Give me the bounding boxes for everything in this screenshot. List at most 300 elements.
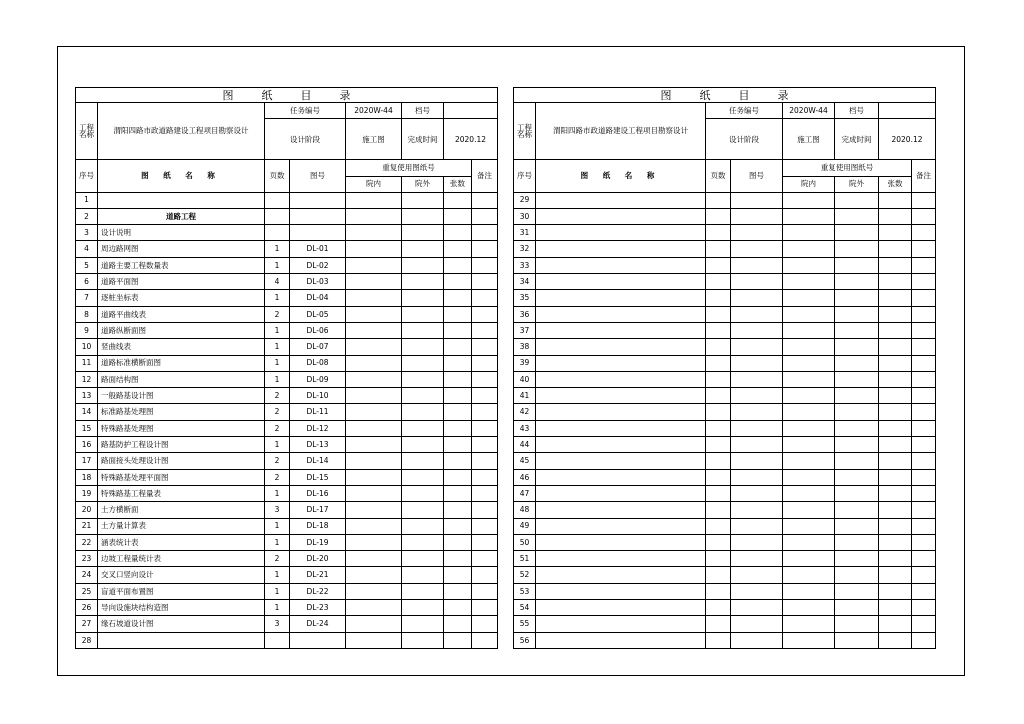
row-seq: 35 — [514, 290, 536, 306]
row-outside — [402, 241, 444, 257]
row-drawing-name: 边坡工程量统计表 — [98, 551, 265, 567]
row-pages — [706, 339, 731, 355]
row-remark — [472, 192, 498, 208]
row-count — [879, 502, 912, 518]
row-drawing-name: 特殊路基处理图 — [98, 420, 265, 436]
row-inside — [783, 518, 835, 534]
row-drawing-name: 道路工程 — [98, 208, 265, 224]
row-remark — [912, 225, 936, 241]
row-count — [444, 241, 472, 257]
row-inside — [346, 485, 402, 501]
row-remark — [472, 306, 498, 322]
row-seq: 17 — [76, 453, 98, 469]
col-outside-header: 院外 — [835, 176, 879, 192]
row-count — [879, 208, 912, 224]
col-reuse-header: 重复使用图纸号 — [346, 160, 472, 176]
row-remark — [472, 600, 498, 616]
row-remark — [472, 518, 498, 534]
row-outside — [835, 616, 879, 632]
table-row — [76, 437, 498, 453]
row-seq: 50 — [514, 534, 536, 550]
row-drawing-name: 道路平面图 — [98, 274, 265, 290]
table-row — [514, 355, 936, 371]
row-drawing-name: 缘石坡道设计图 — [98, 616, 265, 632]
row-outside — [835, 453, 879, 469]
row-pages: 1 — [265, 290, 290, 306]
row-seq: 20 — [76, 502, 98, 518]
row-inside — [783, 551, 835, 567]
row-drawing-name — [536, 616, 706, 632]
row-drawing-name — [536, 567, 706, 583]
row-pages — [706, 485, 731, 501]
row-drawing-name: 标准路基处理图 — [98, 404, 265, 420]
row-seq: 22 — [76, 534, 98, 550]
row-seq: 51 — [514, 551, 536, 567]
row-pages: 2 — [265, 388, 290, 404]
col-code-header: 图号 — [290, 160, 346, 192]
row-remark — [472, 274, 498, 290]
table-row — [76, 518, 498, 534]
row-drawing-code — [731, 306, 783, 322]
row-drawing-code: DL-09 — [290, 371, 346, 387]
row-drawing-name: 涵表统计表 — [98, 534, 265, 550]
row-drawing-code: DL-15 — [290, 469, 346, 485]
row-outside — [835, 551, 879, 567]
row-drawing-name: 导向设施块结构造图 — [98, 600, 265, 616]
row-drawing-name — [536, 437, 706, 453]
row-drawing-code: DL-16 — [290, 485, 346, 501]
row-outside — [835, 241, 879, 257]
row-pages: 2 — [265, 306, 290, 322]
row-remark — [912, 404, 936, 420]
row-drawing-code: DL-06 — [290, 322, 346, 338]
row-remark — [912, 437, 936, 453]
row-drawing-name: 特殊路基处理平面图 — [98, 469, 265, 485]
row-count — [879, 306, 912, 322]
row-seq: 39 — [514, 355, 536, 371]
row-inside — [346, 322, 402, 338]
row-drawing-name — [536, 241, 706, 257]
row-pages: 1 — [265, 339, 290, 355]
row-pages: 1 — [265, 485, 290, 501]
row-count — [444, 322, 472, 338]
row-remark — [912, 453, 936, 469]
table-row — [76, 371, 498, 387]
row-seq: 13 — [76, 388, 98, 404]
row-inside — [783, 241, 835, 257]
row-remark — [912, 388, 936, 404]
row-pages — [706, 208, 731, 224]
table-row — [76, 534, 498, 550]
row-drawing-name — [536, 322, 706, 338]
row-drawing-code: DL-10 — [290, 388, 346, 404]
table-row — [514, 306, 936, 322]
row-drawing-name — [536, 290, 706, 306]
row-drawing-code — [731, 355, 783, 371]
row-inside — [783, 534, 835, 550]
row-count — [444, 632, 472, 648]
row-pages — [706, 355, 731, 371]
col-seq-header: 序号 — [514, 160, 536, 192]
row-outside — [835, 583, 879, 599]
row-remark — [472, 208, 498, 224]
project-name-label: 工程 名称 — [514, 103, 536, 160]
row-drawing-code — [731, 632, 783, 648]
row-pages — [706, 600, 731, 616]
table-row — [76, 241, 498, 257]
row-remark — [472, 485, 498, 501]
row-pages — [706, 518, 731, 534]
row-outside — [402, 192, 444, 208]
row-pages: 1 — [265, 567, 290, 583]
row-drawing-code: DL-20 — [290, 551, 346, 567]
row-pages — [706, 616, 731, 632]
table-row — [514, 600, 936, 616]
row-seq: 7 — [76, 290, 98, 306]
table-row — [514, 583, 936, 599]
table-row — [514, 371, 936, 387]
row-drawing-code: DL-22 — [290, 583, 346, 599]
row-seq: 23 — [76, 551, 98, 567]
row-seq: 26 — [76, 600, 98, 616]
row-seq: 14 — [76, 404, 98, 420]
row-count — [444, 225, 472, 241]
row-count — [444, 551, 472, 567]
finish-time-value: 2020.12 — [879, 119, 936, 160]
table-row — [76, 583, 498, 599]
row-remark — [912, 420, 936, 436]
row-seq: 33 — [514, 257, 536, 273]
row-drawing-name: 特殊路基工程量表 — [98, 485, 265, 501]
row-count — [444, 485, 472, 501]
row-drawing-code — [290, 208, 346, 224]
row-outside — [835, 306, 879, 322]
row-count — [444, 502, 472, 518]
row-count — [879, 583, 912, 599]
row-inside — [346, 355, 402, 371]
row-drawing-name — [536, 534, 706, 550]
row-outside — [402, 355, 444, 371]
row-pages — [706, 453, 731, 469]
row-outside — [835, 518, 879, 534]
row-inside — [783, 388, 835, 404]
row-count — [444, 518, 472, 534]
row-remark — [472, 502, 498, 518]
row-drawing-code: DL-19 — [290, 534, 346, 550]
row-count — [879, 339, 912, 355]
row-remark — [912, 600, 936, 616]
table-row — [76, 290, 498, 306]
row-count — [444, 290, 472, 306]
row-inside — [783, 290, 835, 306]
table-row — [76, 404, 498, 420]
row-count — [444, 274, 472, 290]
row-drawing-code — [731, 388, 783, 404]
row-count — [879, 420, 912, 436]
row-count — [444, 208, 472, 224]
row-drawing-name: 土方横断面 — [98, 502, 265, 518]
row-pages — [706, 241, 731, 257]
row-inside — [346, 551, 402, 567]
row-outside — [402, 404, 444, 420]
row-count — [879, 225, 912, 241]
row-seq: 21 — [76, 518, 98, 534]
row-drawing-name — [536, 600, 706, 616]
row-outside — [835, 225, 879, 241]
row-drawing-name — [536, 355, 706, 371]
row-seq: 36 — [514, 306, 536, 322]
row-drawing-name — [536, 551, 706, 567]
row-count — [879, 485, 912, 501]
row-seq: 27 — [76, 616, 98, 632]
row-drawing-code: DL-18 — [290, 518, 346, 534]
row-drawing-name — [536, 257, 706, 273]
row-inside — [346, 567, 402, 583]
table-row — [76, 306, 498, 322]
row-drawing-code — [731, 437, 783, 453]
table-row — [76, 502, 498, 518]
row-pages: 1 — [265, 371, 290, 387]
row-pages: 3 — [265, 616, 290, 632]
row-outside — [835, 257, 879, 273]
row-seq: 9 — [76, 322, 98, 338]
row-pages — [706, 502, 731, 518]
row-count — [879, 469, 912, 485]
row-drawing-name — [98, 192, 265, 208]
row-seq: 55 — [514, 616, 536, 632]
row-drawing-name — [536, 485, 706, 501]
row-inside — [346, 453, 402, 469]
row-drawing-name — [536, 632, 706, 648]
row-outside — [402, 257, 444, 273]
table-row — [76, 567, 498, 583]
row-outside — [835, 322, 879, 338]
row-drawing-code — [731, 551, 783, 567]
row-inside — [346, 616, 402, 632]
row-drawing-name — [536, 469, 706, 485]
row-seq: 31 — [514, 225, 536, 241]
row-drawing-name — [536, 388, 706, 404]
row-outside — [402, 551, 444, 567]
row-seq: 49 — [514, 518, 536, 534]
row-inside — [783, 437, 835, 453]
row-seq: 15 — [76, 420, 98, 436]
row-seq: 48 — [514, 502, 536, 518]
row-drawing-name — [536, 518, 706, 534]
row-drawing-name — [536, 306, 706, 322]
row-drawing-code: DL-17 — [290, 502, 346, 518]
row-inside — [346, 583, 402, 599]
table-row — [76, 453, 498, 469]
row-outside — [402, 453, 444, 469]
row-count — [879, 371, 912, 387]
row-outside — [402, 485, 444, 501]
row-inside — [783, 485, 835, 501]
row-drawing-code: DL-01 — [290, 241, 346, 257]
row-drawing-code — [731, 225, 783, 241]
row-outside — [835, 404, 879, 420]
row-outside — [835, 290, 879, 306]
row-pages: 2 — [265, 551, 290, 567]
sheet-no-value — [444, 103, 498, 119]
catalog-body-right — [514, 88, 936, 649]
row-pages: 1 — [265, 518, 290, 534]
row-drawing-code — [731, 192, 783, 208]
col-name-header: 图 纸 名 称 — [98, 160, 265, 192]
row-drawing-code — [731, 583, 783, 599]
row-outside — [835, 388, 879, 404]
table-row — [514, 534, 936, 550]
row-count — [444, 388, 472, 404]
row-inside — [346, 600, 402, 616]
row-drawing-name: 逐桩坐标表 — [98, 290, 265, 306]
row-remark — [472, 225, 498, 241]
row-pages — [706, 420, 731, 436]
row-inside — [783, 567, 835, 583]
row-outside — [402, 339, 444, 355]
row-remark — [912, 551, 936, 567]
sheet-no-label: 档号 — [402, 103, 444, 119]
table-row — [514, 502, 936, 518]
col-count-header: 张数 — [879, 176, 912, 192]
col-pages-header: 页数 — [706, 160, 731, 192]
row-drawing-code — [731, 274, 783, 290]
table-row — [76, 420, 498, 436]
table-row — [76, 551, 498, 567]
row-count — [444, 567, 472, 583]
row-count — [444, 339, 472, 355]
row-remark — [472, 632, 498, 648]
row-remark — [472, 616, 498, 632]
catalog-table-right — [513, 87, 936, 649]
row-pages — [706, 322, 731, 338]
row-inside — [783, 339, 835, 355]
row-outside — [835, 485, 879, 501]
row-drawing-name: 交叉口竖向设计 — [98, 567, 265, 583]
row-remark — [912, 257, 936, 273]
row-inside — [346, 502, 402, 518]
row-remark — [472, 355, 498, 371]
row-outside — [402, 518, 444, 534]
row-remark — [472, 371, 498, 387]
row-seq: 1 — [76, 192, 98, 208]
table-row — [514, 437, 936, 453]
row-count — [879, 257, 912, 273]
project-name-value: 渭阳四路市政道路建设工程项目勘察设计 — [98, 103, 265, 160]
row-inside — [783, 420, 835, 436]
col-count-header: 张数 — [444, 176, 472, 192]
row-seq: 19 — [76, 485, 98, 501]
row-count — [879, 290, 912, 306]
row-seq: 54 — [514, 600, 536, 616]
row-pages — [706, 583, 731, 599]
row-seq: 30 — [514, 208, 536, 224]
row-seq: 2 — [76, 208, 98, 224]
col-reuse-header: 重复使用图纸号 — [783, 160, 912, 176]
row-drawing-code — [731, 257, 783, 273]
row-outside — [402, 534, 444, 550]
row-remark — [912, 567, 936, 583]
row-drawing-code: DL-03 — [290, 274, 346, 290]
row-inside — [346, 339, 402, 355]
row-drawing-code — [731, 485, 783, 501]
row-seq: 8 — [76, 306, 98, 322]
table-row — [514, 404, 936, 420]
table-row — [76, 257, 498, 273]
table-row — [76, 192, 498, 208]
col-inside-header: 院内 — [783, 176, 835, 192]
row-inside — [783, 502, 835, 518]
row-seq: 16 — [76, 437, 98, 453]
row-pages — [265, 208, 290, 224]
catalog-title: 图 纸 目 录 — [76, 88, 498, 103]
row-outside — [402, 306, 444, 322]
row-drawing-code — [731, 322, 783, 338]
row-pages: 1 — [265, 437, 290, 453]
row-remark — [472, 420, 498, 436]
row-seq: 5 — [76, 257, 98, 273]
row-pages — [706, 388, 731, 404]
row-outside — [402, 600, 444, 616]
table-row — [76, 600, 498, 616]
row-pages — [265, 225, 290, 241]
row-count — [879, 404, 912, 420]
row-drawing-code: DL-13 — [290, 437, 346, 453]
design-stage-label: 设计阶段 — [706, 119, 783, 160]
row-outside — [835, 339, 879, 355]
row-drawing-name: 盲道平面布置图 — [98, 583, 265, 599]
table-row — [514, 241, 936, 257]
row-drawing-code — [731, 404, 783, 420]
table-row — [514, 518, 936, 534]
row-drawing-name — [536, 192, 706, 208]
row-seq: 18 — [76, 469, 98, 485]
table-row — [76, 208, 498, 224]
row-remark — [912, 371, 936, 387]
row-pages — [706, 192, 731, 208]
row-outside — [402, 632, 444, 648]
row-seq: 28 — [76, 632, 98, 648]
row-inside — [346, 420, 402, 436]
col-seq-header: 序号 — [76, 160, 98, 192]
table-row — [514, 551, 936, 567]
row-drawing-name — [536, 274, 706, 290]
sheet-no-label: 档号 — [835, 103, 879, 119]
row-inside — [783, 583, 835, 599]
row-outside — [402, 208, 444, 224]
row-drawing-name — [536, 453, 706, 469]
task-no-label: 任务编号 — [265, 103, 346, 119]
row-inside — [346, 306, 402, 322]
row-drawing-code — [731, 502, 783, 518]
row-count — [879, 437, 912, 453]
sheet-no-value — [879, 103, 936, 119]
row-drawing-code: DL-04 — [290, 290, 346, 306]
row-pages — [706, 534, 731, 550]
table-row — [514, 339, 936, 355]
table-row — [514, 322, 936, 338]
row-remark — [912, 632, 936, 648]
table-row — [76, 388, 498, 404]
row-pages — [706, 274, 731, 290]
table-row — [76, 485, 498, 501]
row-inside — [346, 437, 402, 453]
design-stage-value: 施工图 — [346, 119, 402, 160]
row-pages — [706, 290, 731, 306]
row-drawing-code: DL-11 — [290, 404, 346, 420]
table-row — [76, 616, 498, 632]
row-pages: 4 — [265, 274, 290, 290]
